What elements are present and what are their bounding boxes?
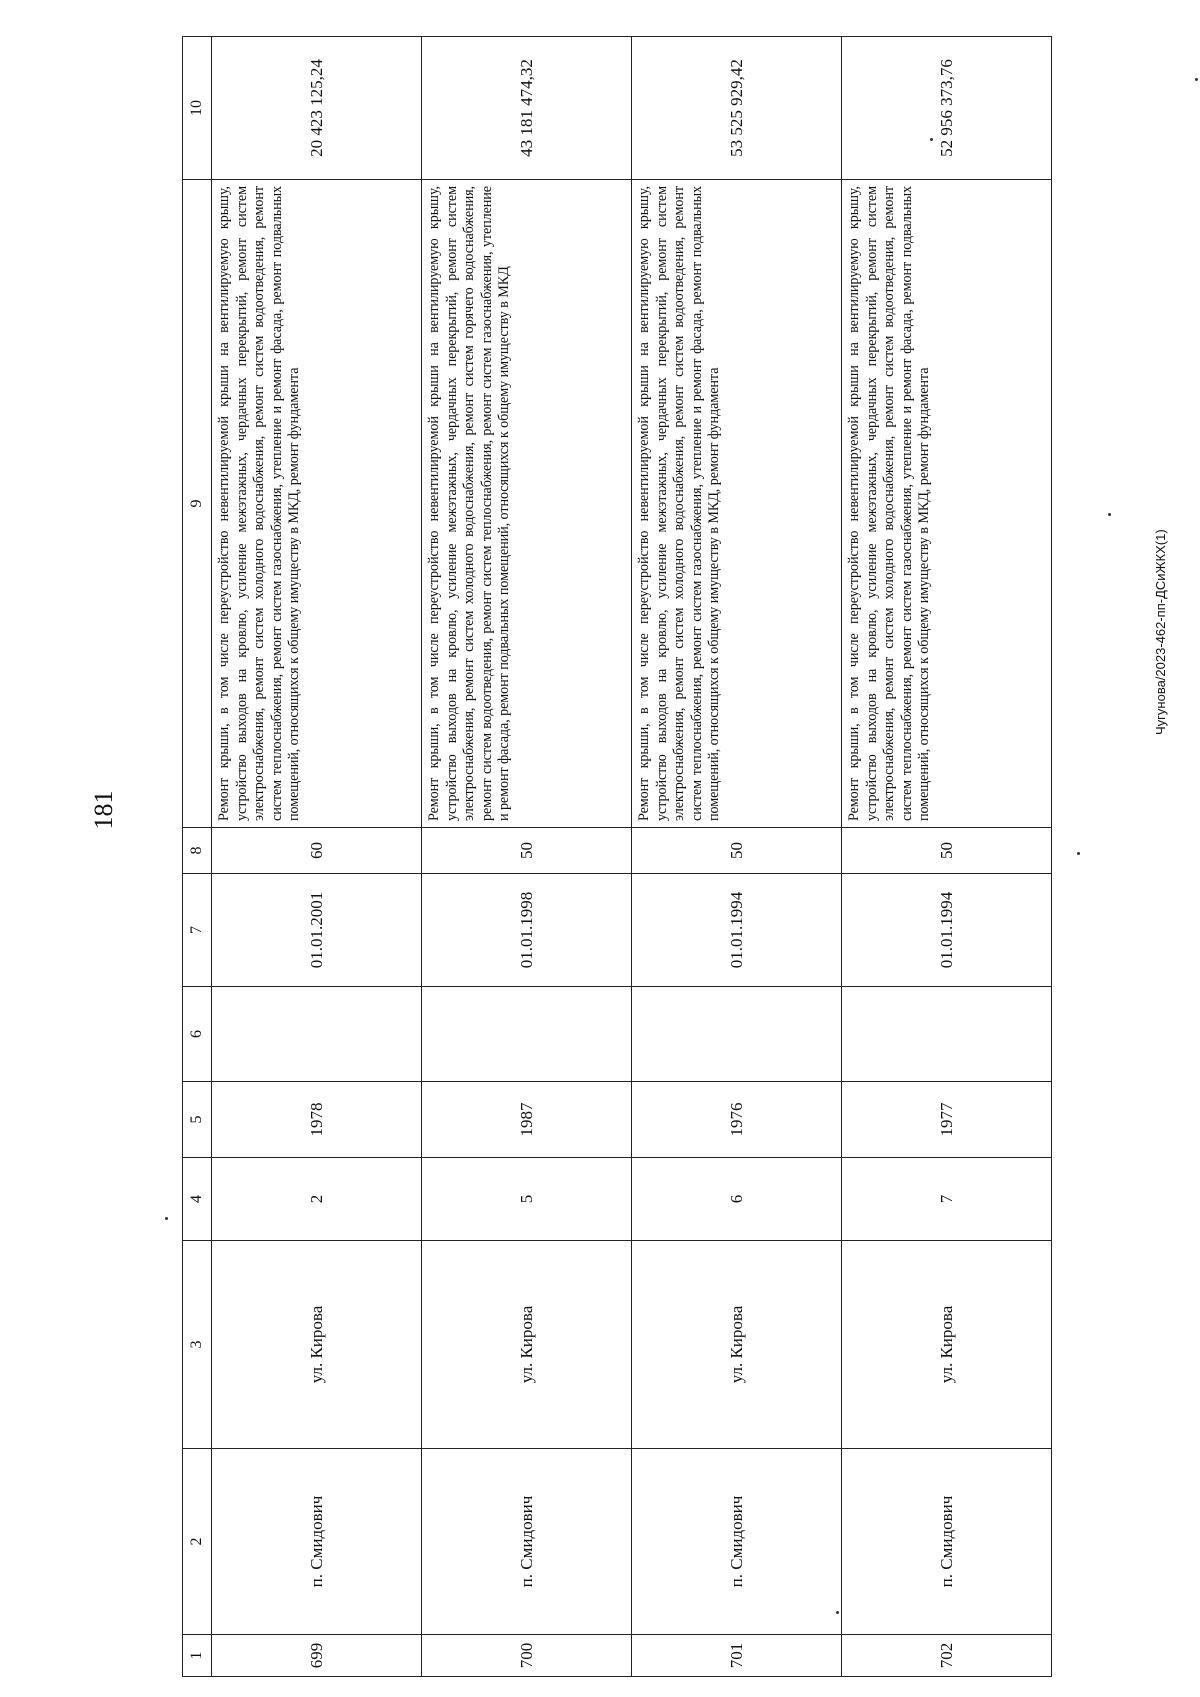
header-cell: 9 xyxy=(183,180,212,828)
empty-cell xyxy=(422,987,632,1082)
scan-speck xyxy=(930,138,933,141)
header-cell: 1 xyxy=(183,1635,212,1677)
page-number: 181 xyxy=(89,790,118,830)
table-row xyxy=(842,37,1052,1677)
rotated-table-container xyxy=(182,37,1052,1677)
row-number: 700 xyxy=(422,1635,632,1677)
header-cell: 4 xyxy=(183,1158,212,1241)
scan-speck xyxy=(1195,78,1198,81)
value-cell: 60 xyxy=(212,828,422,874)
works-description-cell: Ремонт крыши, в том числе переустройство невентилируемой крыши на вентилируемую крышу, устройство выходов на кровлю, усиление межэтажных, чердачных перекрытий, ремонт систем электроснабжения, ремонт систем холодного водоснабжения, ремонт систем горячего водоснабжения, ремонт систем водоотведения, ремонт систем теплоснабжения, ремонт систем газоснабжения, утепление и ремонт фасада, ремонт подвальных помещений, относящихся к общему имуществу в МКД xyxy=(422,180,632,828)
date-cell: 01.01.1998 xyxy=(422,874,632,987)
build-year-cell: 1978 xyxy=(212,1082,422,1158)
works-description-cell: Ремонт крыши, в том числе переустройство невентилируемой крыши на вентилируемую крышу, устройство выходов на кровлю, усиление межэтажных, чердачных перекрытий, ремонт систем электроснабжения, ремонт систем холодного водоснабжения, ремонт систем водоотведения, ремонт систем теплоснабжения, ремонт систем газоснабжения, утепление и ремонт фасада, ремонт подвальных помещений, относящихся к общему имуществу в МКД, ремонт фундамента xyxy=(842,180,1052,828)
table-row xyxy=(422,37,632,1677)
street-cell: ул. Кирова xyxy=(212,1241,422,1449)
scan-speck xyxy=(165,1217,168,1220)
cost-cell: 53 525 929,42 xyxy=(632,37,842,180)
street-cell: ул. Кирова xyxy=(632,1241,842,1449)
cost-cell: 20 423 125,24 xyxy=(212,37,422,180)
value-cell: 50 xyxy=(842,828,1052,874)
settlement-cell: п. Смидович xyxy=(212,1449,422,1635)
settlement-cell: п. Смидович xyxy=(422,1449,632,1635)
date-cell: 01.01.1994 xyxy=(632,874,842,987)
header-cell: 10 xyxy=(183,37,212,180)
value-cell: 50 xyxy=(632,828,842,874)
document-footer-code: Чугунова/2023-462-пп-ДСиЖКХ(1) xyxy=(1153,529,1168,735)
house-number-cell: 5 xyxy=(422,1158,632,1241)
repair-program-table xyxy=(182,36,1052,1677)
date-cell: 01.01.2001 xyxy=(212,874,422,987)
empty-cell xyxy=(212,987,422,1082)
build-year-cell: 1987 xyxy=(422,1082,632,1158)
works-description-cell: Ремонт крыши, в том числе переустройство невентилируемой крыши на вентилируемую крышу, устройство выходов на кровлю, усиление межэтажных, чердачных перекрытий, ремонт систем электроснабжения, ремонт систем холодного водоснабжения, ремонт систем водоотведения, ремонт систем теплоснабжения, ремонт систем газоснабжения, утепление и ремонт фасада, ремонт подвальных помещений, относящихся к общему имуществу в МКД, ремонт фундамента xyxy=(632,180,842,828)
row-number: 702 xyxy=(842,1635,1052,1677)
header-cell: 6 xyxy=(183,987,212,1082)
row-number: 701 xyxy=(632,1635,842,1677)
date-cell: 01.01.1994 xyxy=(842,874,1052,987)
header-cell: 2 xyxy=(183,1449,212,1635)
build-year-cell: 1976 xyxy=(632,1082,842,1158)
street-cell: ул. Кирова xyxy=(422,1241,632,1449)
build-year-cell: 1977 xyxy=(842,1082,1052,1158)
house-number-cell: 7 xyxy=(842,1158,1052,1241)
scan-speck xyxy=(1108,513,1111,516)
header-cell: 8 xyxy=(183,828,212,874)
table-row xyxy=(212,37,422,1677)
cost-cell: 52 956 373,76 xyxy=(842,37,1052,180)
table-header-row xyxy=(183,37,212,1677)
header-cell: 7 xyxy=(183,874,212,987)
house-number-cell: 2 xyxy=(212,1158,422,1241)
row-number: 699 xyxy=(212,1635,422,1677)
empty-cell xyxy=(632,987,842,1082)
value-cell: 50 xyxy=(422,828,632,874)
header-cell: 5 xyxy=(183,1082,212,1158)
settlement-cell: п. Смидович xyxy=(632,1449,842,1635)
empty-cell xyxy=(842,987,1052,1082)
header-cell: 3 xyxy=(183,1241,212,1449)
works-description-cell: Ремонт крыши, в том числе переустройство невентилируемой крыши на вентилируемую крышу, устройство выходов на кровлю, усиление межэтажных, чердачных перекрытий, ремонт систем электроснабжения, ремонт систем холодного водоснабжения, ремонт систем водоотведения, ремонт систем теплоснабжения, ремонт систем газоснабжения, утепление и ремонт фасада, ремонт подвальных помещений, относящихся к общему имуществу в МКД, ремонт фундамента xyxy=(212,180,422,828)
street-cell: ул. Кирова xyxy=(842,1241,1052,1449)
scan-speck xyxy=(836,1611,839,1614)
cost-cell: 43 181 474,32 xyxy=(422,37,632,180)
table-row xyxy=(632,37,842,1677)
settlement-cell: п. Смидович xyxy=(842,1449,1052,1635)
scan-speck xyxy=(1077,852,1080,855)
house-number-cell: 6 xyxy=(632,1158,842,1241)
